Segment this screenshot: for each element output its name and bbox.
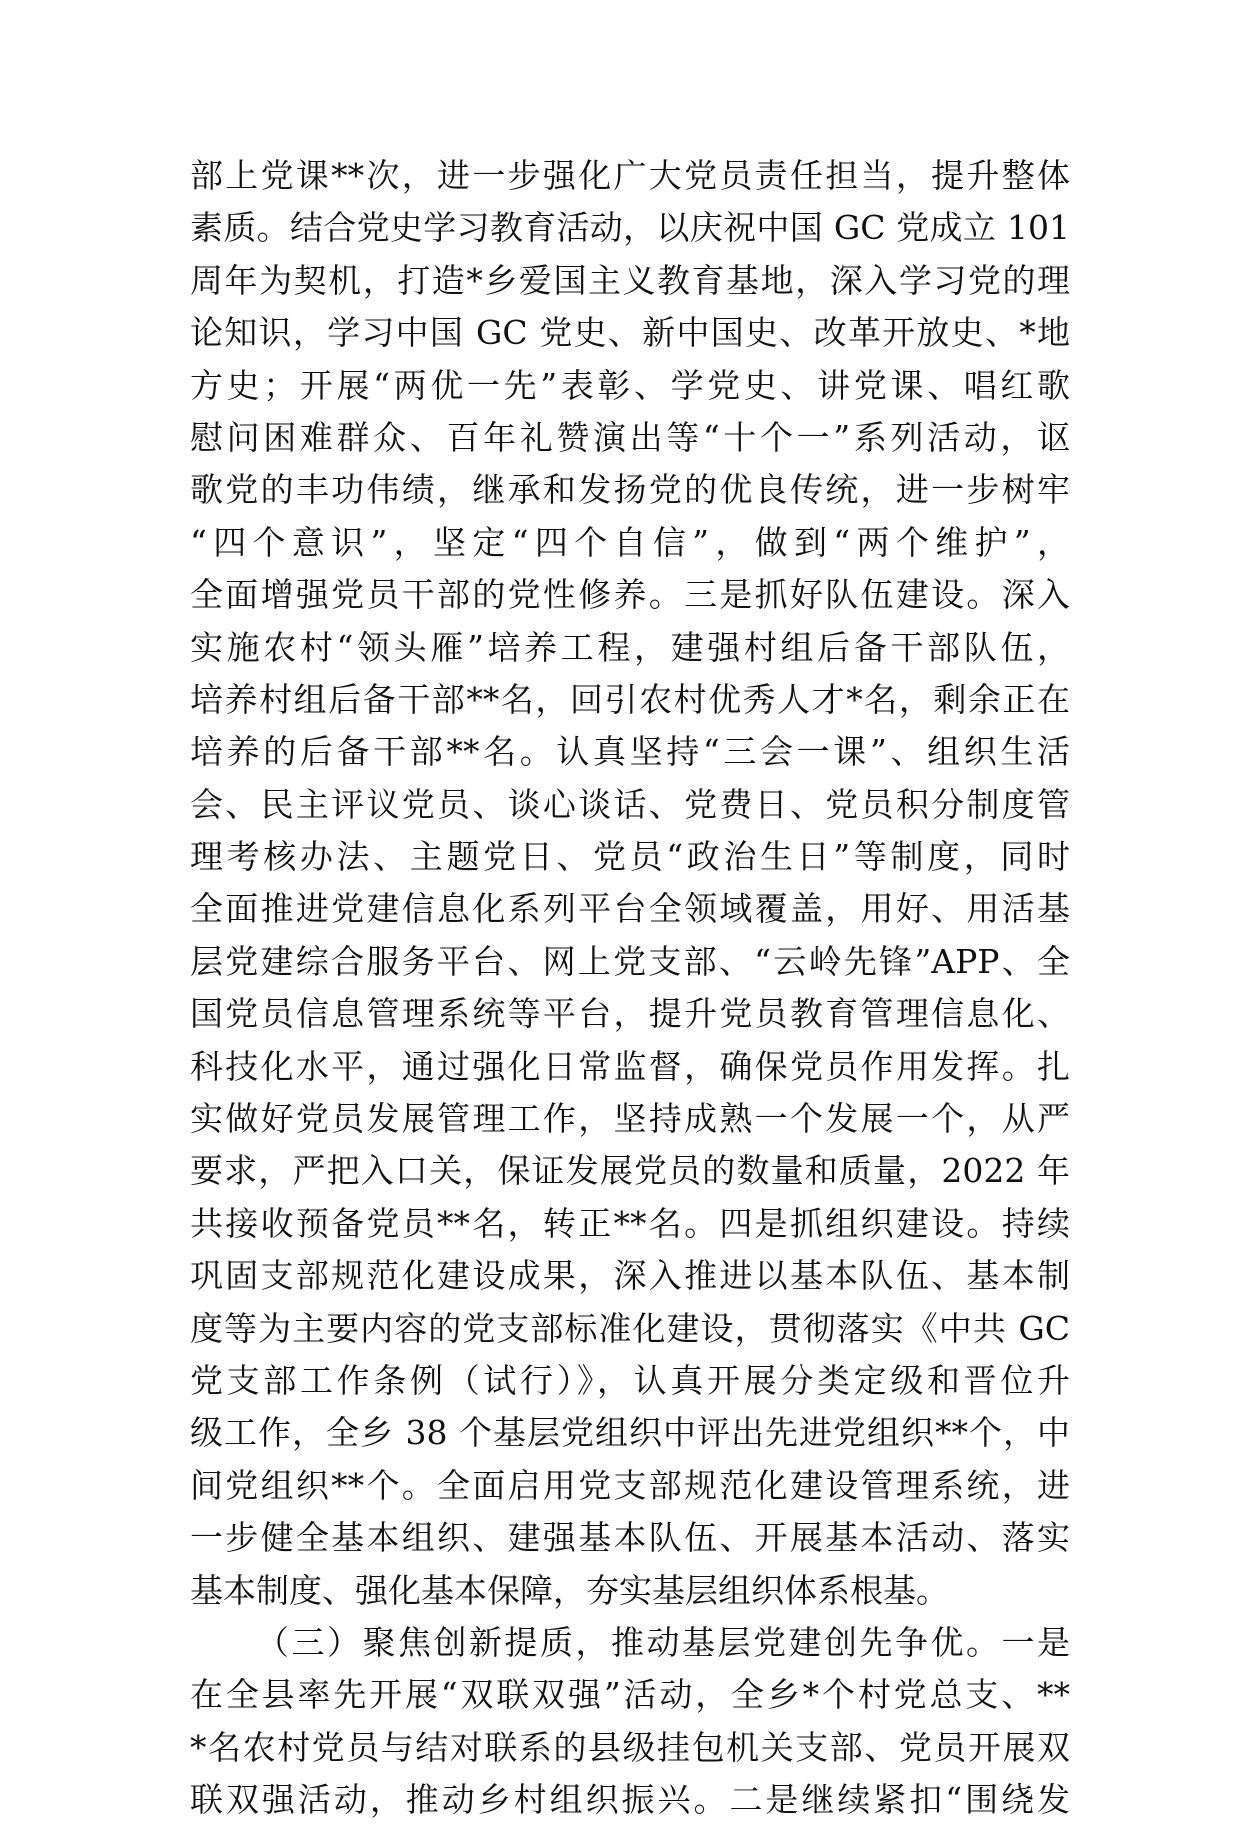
text-line: 全面增强党员干部的党性修养。三是抓好队伍建设。深入 (190, 575, 1070, 615)
text-line: 周年为契机，打造*乡爱国主义教育基地，深入学习党的理 (190, 260, 1070, 300)
text-line: 素质。结合党史学习教育活动，以庆祝中国 GC 党成立 101 (190, 208, 1070, 248)
text-line: 要求，严把入口关，保证发展党员的数量和质量，2022 年 (190, 1151, 1070, 1191)
text-line: 全面推进党建信息化系列平台全领域覆盖，用好、用活基 (190, 889, 1070, 929)
body-text (190, 150, 1070, 1827)
text-line: 实施农村“领头雁”培养工程，建强村组后备干部队伍， (190, 627, 1070, 667)
text-line: 层党建综合服务平台、网上党支部、“云岭先锋”APP、全 (190, 941, 1070, 981)
text-line: 国党员信息管理系统等平台，提升党员教育管理信息化、 (190, 994, 1070, 1034)
text-line: 在全县率先开展“双联双强”活动，全乡*个村党总支、** (190, 1675, 1070, 1715)
text-line: 培养村组后备干部**名，回引农村优秀人才*名，剩余正在 (190, 679, 1070, 719)
text-line: 会、民主评议党员、谈心谈话、党费日、党员积分制度管 (190, 784, 1070, 824)
text-line: 慰问困难群众、百年礼赞演出等“十个一”系列活动，讴 (190, 417, 1070, 457)
text-line: 间党组织**个。全面启用党支部规范化建设管理系统，进 (190, 1465, 1070, 1505)
text-line: 方史；开展“两优一先”表彰、学党史、讲党课、唱红歌 (190, 365, 1070, 405)
text-line: 一步健全基本组织、建强基本队伍、开展基本活动、落实 (190, 1518, 1070, 1558)
text-line: 度等为主要内容的党支部标准化建设，贯彻落实《中共 GC (190, 1308, 1070, 1348)
text-line: *名农村党员与结对联系的县级挂包机关支部、党员开展双 (190, 1727, 1070, 1767)
text-line: “四个意识”，坚定“四个自信”，做到“两个维护”， (190, 522, 1070, 562)
section-heading-line: （三）聚焦创新提质，推动基层党建创先争优。一是 (256, 1622, 1070, 1662)
text-line: 党支部工作条例（试行）》，认真开展分类定级和晋位升 (190, 1360, 1070, 1400)
text-line: 科技化水平，通过强化日常监督，确保党员作用发挥。扎 (190, 1046, 1070, 1086)
text-line: 论知识，学习中国 GC 党史、新中国史、改革开放史、*地 (190, 313, 1070, 353)
text-line: 巩固支部规范化建设成果，深入推进以基本队伍、基本制 (190, 1256, 1070, 1296)
text-line: 培养的后备干部**名。认真坚持“三会一课”、组织生活 (190, 732, 1070, 772)
text-line: 部上党课**次，进一步强化广大党员责任担当，提升整体 (190, 156, 1070, 195)
text-line: 共接收预备党员**名，转正**名。四是抓组织建设。持续 (190, 1203, 1070, 1243)
text-line: 理考核办法、主题党日、党员“政治生日”等制度，同时 (190, 837, 1070, 877)
paragraph-end-line: 基本制度、强化基本保障，夯实基层组织体系根基。 (190, 1570, 949, 1610)
text-line: 级工作，全乡 38 个基层党组织中评出先进党组织**个，中 (190, 1413, 1070, 1453)
text-line: 实做好党员发展管理工作，坚持成熟一个发展一个，从严 (190, 1099, 1070, 1139)
text-line: 联双强活动，推动乡村组织振兴。二是继续紧扣“围绕发 (190, 1780, 1070, 1820)
text-line: 歌党的丰功伟绩，继承和发扬党的优良传统，进一步树牢 (190, 470, 1070, 510)
